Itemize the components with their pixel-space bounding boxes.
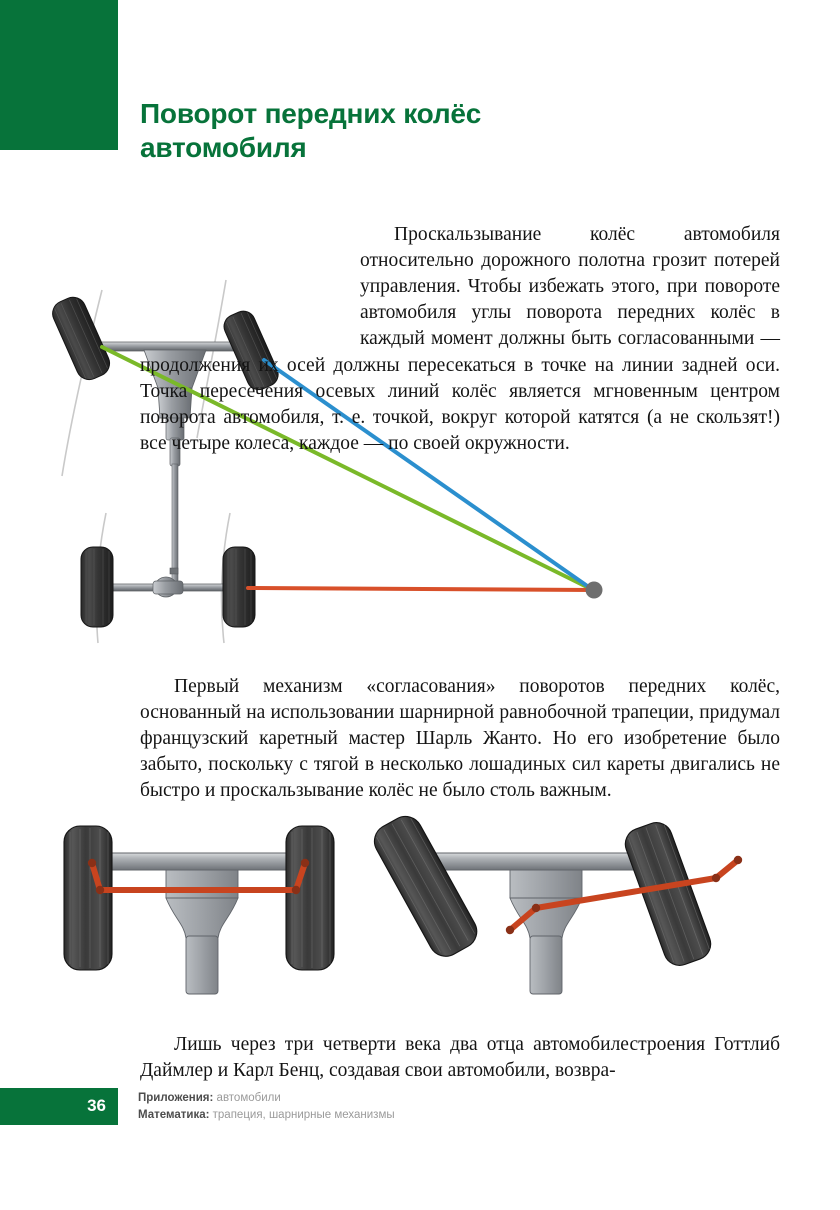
figure-text-wrap-spacer — [140, 222, 360, 334]
footer-label-mathematics: Математика: — [138, 1108, 210, 1121]
wheel-turned-left — [368, 810, 483, 962]
axis-line-orange-rear — [248, 588, 593, 590]
footer-accent-block — [0, 1088, 118, 1125]
trapezoid-turned — [368, 810, 742, 994]
footer-row-applications — [138, 1090, 395, 1107]
paragraph-1-text: Проскальзывание колёс автомобиля относительно дорожного полотна грозит потерей управления. Чтобы избежать этого, при повороте автомобиля углы поворота передних колёс в каждый момент должны быть согласованными — продолжения их осей должны пересекаться в точке на линии задней оси. Точка пересечения осевых линий колёс является мгновенным центром поворота автомобиля, т. е. точкой, вокруг которой катятся (а не скользят!) все четыре колеса, каждое — по своей окружности. — [140, 223, 780, 455]
page-title-line-1: Поворот передних колёс — [140, 97, 482, 129]
housing-stem-turned — [530, 936, 562, 994]
page-title — [140, 97, 660, 165]
steering-trapezoid-diagrams — [48, 790, 748, 1000]
footer-value-mathematics: трапеция, шарнирные механизмы — [212, 1108, 395, 1121]
footer-metadata — [138, 1090, 395, 1123]
instant-centre-point — [586, 582, 603, 599]
housing-top-turned — [510, 870, 582, 898]
housing-funnel-straight — [166, 898, 238, 938]
page-title-line-2: автомобиля — [140, 131, 307, 163]
footer-label-applications: Приложения: — [138, 1092, 214, 1104]
paragraph-2: Первый механизм «согласования» поворотов передних колёс, основанный на использовании шарнирной равнобочной трапеции, придумал французский каретный мастер Шарль Жанто. Но его изобретение было забыто, поскольку с тягой в несколько лошадиных сил кареты двигались не быстро и проскальзывание колёс не было столь важным. — [140, 675, 780, 802]
footer-value-applications: автомобили — [216, 1092, 281, 1104]
steering-column-shaft — [172, 464, 178, 582]
footer-row-mathematics — [138, 1107, 395, 1124]
paragraph-3: Лишь через три четверти века два отца автомобилестроения Готтлиб Даймлер и Карл Бенц, создавая свои автомобили, возвра- — [140, 1033, 780, 1081]
axle-beam-straight — [84, 853, 314, 870]
page-number: 36 — [87, 1096, 106, 1115]
paragraph-1 — [140, 222, 780, 458]
rear-differential — [153, 568, 183, 597]
housing-stem-straight — [186, 936, 218, 994]
trapezoid-straight — [64, 826, 334, 994]
front-left-wheel — [48, 293, 113, 384]
header-accent-block — [0, 0, 118, 150]
wheel-straight-left — [64, 826, 112, 970]
rear-left-wheel — [81, 547, 113, 627]
housing-top-straight — [166, 870, 238, 898]
wheel-straight-right — [286, 826, 334, 970]
axle-beam-turned — [428, 853, 662, 870]
